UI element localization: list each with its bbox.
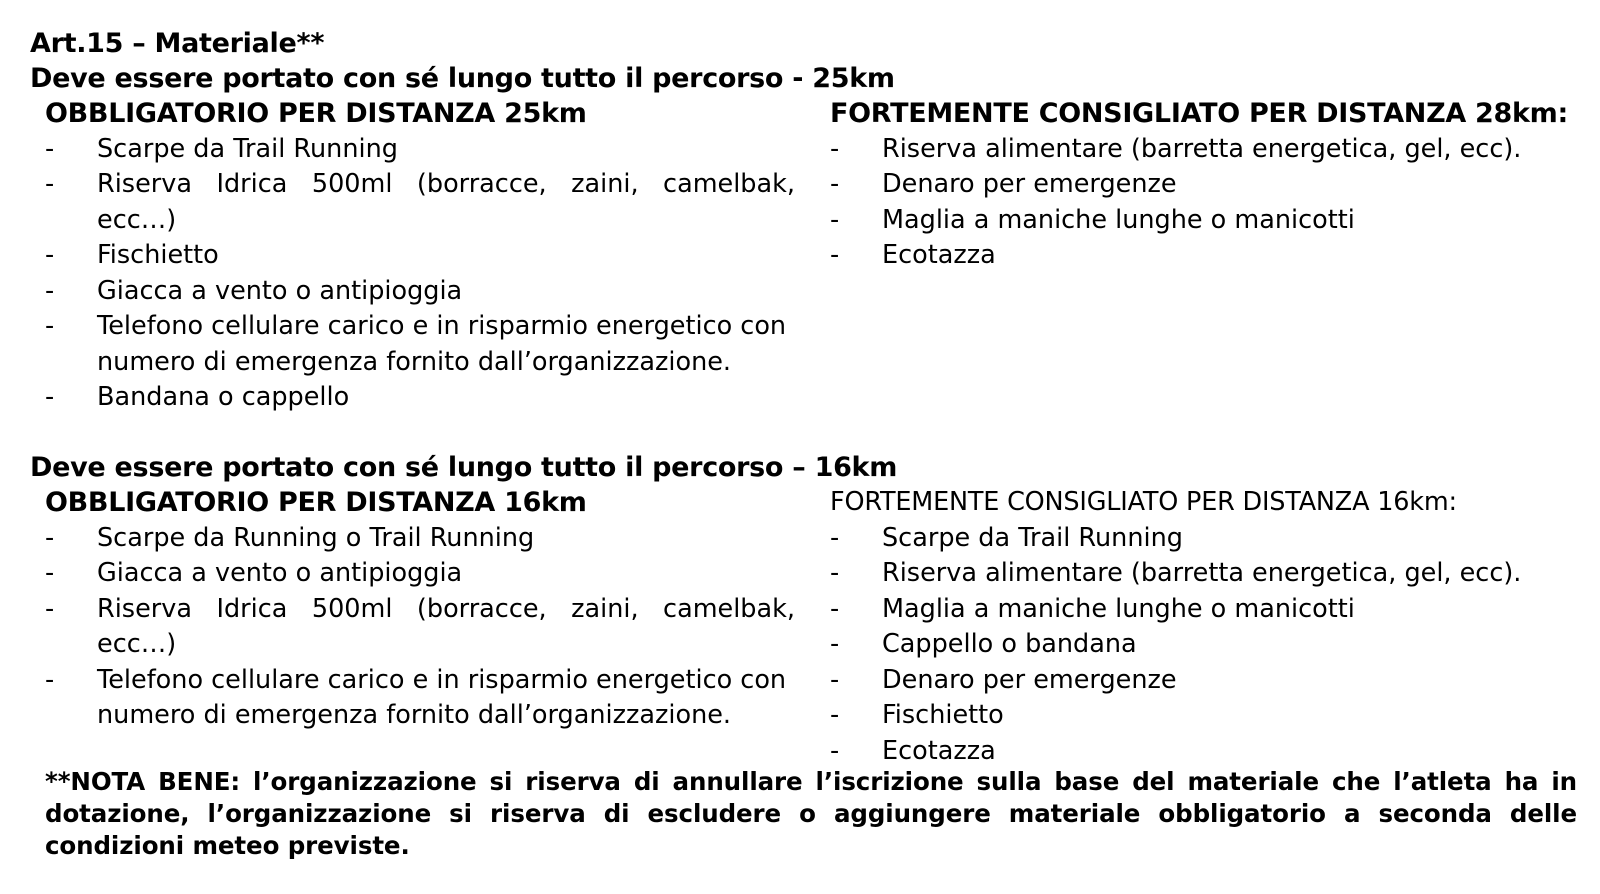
bullet-dash: -: [45, 382, 55, 412]
list-item-text: Cappello o bandana: [882, 629, 1137, 659]
section-25km-heading: Deve essere portato con sé lungo tutto il percorso - 25km: [30, 63, 895, 94]
mandatory-25km-list: [45, 132, 795, 416]
bullet-dash: -: [45, 593, 55, 624]
recommended-16km-title: FORTEMENTE CONSIGLIATO PER DISTANZA 16km:: [830, 487, 1457, 517]
list-item-text: Denaro per emergenze: [882, 664, 1177, 695]
mandatory-16km-list: [45, 521, 795, 734]
list-item: [45, 380, 795, 416]
mandatory-25km-title: OBBLIGATORIO PER DISTANZA 25km: [45, 98, 587, 129]
list-item: [830, 663, 1578, 699]
nota-bene-note: **NOTA BENE: l’organizzazione si riserva di annullare l’iscrizione sulla base del materiale che l’atleta ha in dotazione, l’organizzazione si riserva di escludere o aggiungere materiale obbligatorio a seconda delle condizioni meteo previste.: [45, 767, 1577, 860]
recommended-25km-title: FORTEMENTE CONSIGLIATO PER DISTANZA 28km:: [830, 98, 1569, 129]
list-item-text: Maglia a maniche lunghe o manicotti: [882, 593, 1355, 624]
bullet-dash: -: [45, 133, 55, 164]
bullet-dash: -: [830, 169, 840, 199]
list-item-text: Telefono cellulare carico e in risparmio energetico con numero di emergenza fornito dall’organizzazione.: [97, 664, 787, 730]
section-16km-heading: Deve essere portato con sé lungo tutto il percorso – 16km: [30, 452, 898, 483]
list-item: [830, 132, 1578, 168]
list-item-text: Ecotazza: [882, 240, 996, 270]
list-item: [45, 167, 795, 238]
bullet-dash: -: [830, 522, 840, 553]
list-item: [830, 203, 1578, 239]
list-item: [830, 698, 1578, 734]
bullet-dash: -: [45, 311, 55, 341]
list-item-text: Bandana o cappello: [97, 382, 350, 412]
list-item-text: Scarpe da Trail Running: [882, 522, 1183, 553]
list-item-text: Giacca a vento o antipioggia: [97, 558, 463, 588]
list-item-text: Fischietto: [882, 700, 1004, 730]
recommended-25km-list: [830, 132, 1578, 274]
bullet-dash: -: [45, 664, 55, 695]
list-item: [45, 521, 795, 557]
list-item-text: Maglia a maniche lunghe o manicotti: [882, 204, 1355, 235]
list-item-text: Scarpe da Running o Trail Running: [97, 522, 535, 553]
list-item: [45, 238, 795, 274]
bullet-dash: -: [830, 735, 840, 766]
list-item: [830, 521, 1578, 557]
bullet-dash: -: [830, 700, 840, 730]
bullet-dash: -: [830, 629, 840, 659]
bullet-dash: -: [830, 558, 840, 588]
bullet-dash: -: [45, 522, 55, 553]
mandatory-16km-column: [45, 485, 795, 734]
mandatory-25km-column: [45, 96, 795, 416]
bullet-dash: -: [830, 593, 840, 624]
bullet-dash: -: [830, 133, 840, 164]
list-item-text: Riserva Idrica 500ml (borracce, zaini, camelbak, ecc…): [97, 593, 795, 659]
recommended-25km-column: [830, 96, 1578, 274]
bullet-dash: -: [45, 558, 55, 588]
bullet-dash: -: [45, 240, 55, 270]
list-item: [830, 627, 1578, 663]
list-item-text: Fischietto: [97, 240, 219, 270]
list-item: [830, 167, 1578, 203]
list-item: [45, 132, 795, 168]
list-item: [45, 309, 795, 380]
list-item-text: Telefono cellulare carico e in risparmio energetico con numero di emergenza fornito dall’organizzazione.: [97, 311, 787, 377]
list-item-text: Ecotazza: [882, 735, 996, 766]
list-item-text: Riserva Idrica 500ml (borracce, zaini, camelbak, ecc…): [97, 169, 795, 235]
recommended-16km-list: [830, 521, 1578, 770]
bullet-dash: -: [830, 664, 840, 695]
mandatory-16km-title: OBBLIGATORIO PER DISTANZA 16km: [45, 487, 587, 518]
list-item-text: Giacca a vento o antipioggia: [97, 275, 463, 306]
list-item-text: Scarpe da Trail Running: [97, 133, 398, 164]
bullet-dash: -: [45, 169, 55, 199]
list-item: [830, 734, 1578, 770]
list-item-text: Riserva alimentare (barretta energetica, gel, ecc).: [882, 558, 1522, 588]
list-item: [45, 556, 795, 592]
list-item-text: Riserva alimentare (barretta energetica, gel, ecc).: [882, 133, 1522, 164]
recommended-16km-column: [830, 485, 1578, 769]
list-item: [45, 663, 795, 734]
list-item: [830, 592, 1578, 628]
bullet-dash: -: [830, 240, 840, 270]
list-item: [45, 592, 795, 663]
list-item: [45, 274, 795, 310]
article-title: Art.15 – Materiale**: [30, 28, 325, 59]
list-item-text: Denaro per emergenze: [882, 169, 1177, 199]
bullet-dash: -: [830, 204, 840, 235]
list-item: [830, 238, 1578, 274]
bullet-dash: -: [45, 275, 55, 306]
list-item: [830, 556, 1578, 592]
